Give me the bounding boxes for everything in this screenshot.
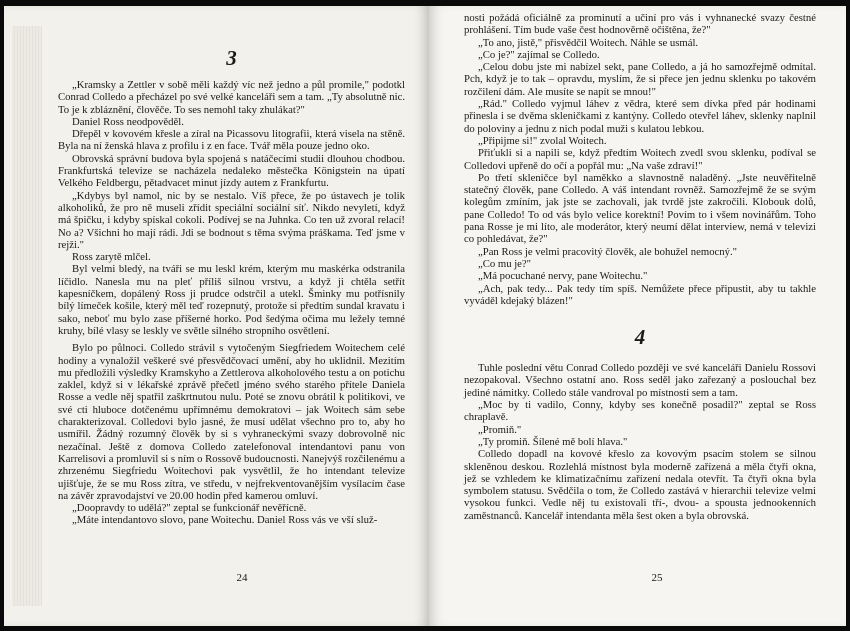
paragraph: „Kramsky a Zettler v sobě měli každý víc než jedno a půl promile," podotkl Conrad Colledo a přecházel po své velké kanceláři sem a tam. „Ty absolutně nic. To je k zbláznění, člověče. To ses nemohl taky zhulákat?" bbox=[58, 79, 405, 116]
paragraph: „To ano, jistě," přisvědčil Woitech. Náhle se usmál. bbox=[478, 36, 699, 49]
paragraph: „Celou dobu jste mi nabízel sekt, pane Colledo, a já ho samozřejmě odmítal. Pch, když je to tak – opravdu, myslím, že si přece jen jednu sklenku po takovém rozčilení dám. Ale musíte se napít se mnou!" bbox=[464, 61, 816, 98]
paragraph: Obrovská správní budova byla spojená s natáčecími studii dlouhou chodbou. Frankfurtská televize se nacházela nedaleko městečka Königstein na úpatí Velkého Feldbergu, pětadvacet minut jízdy autem z Frankfurtu. bbox=[58, 152, 405, 190]
paragraph: „Připijme si!" zvolal Woitech. bbox=[478, 134, 607, 147]
left-page-text bbox=[58, 79, 405, 527]
paragraph: Bylo po půlnoci. Colledo strávil s vytočeným Siegfriedem Woitechem celé hodiny a vynaložil veškeré své přesvědčovací umění, aby ho uklidnil. Mezitím mu předložili výsledky Kramskyho a Zettlerova alkoholového testu a on potichu zaklel, když si v lékařské zprávě přečetl jméno svého starého přítele Daniela Rosse a vedle něj spatřil zaškrtnutou nulu. Poté se znovu obrátil k politikovi, ve své cti hluboce dotčenému upřímnému demokratovi – jak Woitech sám sebe charakterizoval. Colledovi bylo jasné, že musí udělat všechno pro to, aby ho usmířil. Žádný rozumný člověk by si s vyhraneckými svazy dobrovolně nic nezačínal. Ještě z domova Colledo zatelefonoval intendantovi panu von Karrelisovi a promluvil si s ním o Rossově budoucnosti. Nanejvýš rozčilenému a zhrzenému Siegfriedu Woitechovi pak vysvětlil, že ho intendant televize ujišťuje, že se mu Ross zítra, ve středu, v nejfrekventovanějším vysílacím čase na závěr zpravodajství ve 20.00 hodin před kamerou omluví. bbox=[58, 342, 405, 502]
paragraph: Ross zarytě mlčel. bbox=[72, 251, 151, 264]
chapter-number: 4 bbox=[634, 325, 646, 350]
paragraph: „Má pocuchané nervy, pane Woitechu." bbox=[478, 270, 648, 283]
page-edges bbox=[12, 26, 42, 606]
chapter-number: 3 bbox=[226, 46, 237, 70]
paragraph: „Ty promiň. Šílené mě bolí hlava." bbox=[478, 435, 628, 448]
right-page bbox=[429, 6, 846, 626]
paragraph: „Ach, pak tedy... Pak tedy tím spíš. Nemůžete přece připustit, aby tu takhle vyváděl kdejaký blázen!" bbox=[464, 282, 816, 307]
paragraph: „Moc by ti vadilo, Conny, kdyby ses konečně posadil?" zeptal se Ross chraplavě. bbox=[464, 399, 816, 424]
paragraph: Po třetí skleničce byl naměkko a slavnostně naladěný. „Jste neuvěřitelně statečný člověk, pane Colledo. A váš intendant rovněž. Samozřejmě že se svým kolegům zmíním, jak jste se zachovali, jak tvrdě jste zakročili. Klobouk dolů, pane Colledo! To od vás bylo velice korektní! Povím to i všem novinářům. Toho pana Rosse je mi líto, ale moderátor, který neumí dělat interview, nemá v televizi co pohledávat, že?" bbox=[464, 171, 816, 246]
page-number: 25 bbox=[651, 572, 663, 584]
paragraph: „Co je?" zajímal se Colledo. bbox=[478, 48, 600, 61]
paragraph: „Co mu je?" bbox=[478, 257, 532, 270]
paragraph: Přiťukli si a napili se, když předtím Woitech zvedl svou sklenku, podíval se Colledovi upřeně do očí a popřál mu: „Na vaše zdraví!" bbox=[464, 147, 816, 172]
paragraph: Byl velmi bledý, na tváři se mu leskl krém, kterým mu maskérka odstranila líčidlo. Nanesla mu na pleť příliš silnou vrstvu, a když ji chtěla setřít kapesníčkem, dopálený Ross ji prudce odstrčil a utekl. Šminky mu potřísnily bílý límeček košile, který měl teď rozepnutý, protože si předtím sundal kravatu i sako, neboť mu bylo zase příšerné horko. Pod šedýma očima mu ležely temné kruhy, bílé vlasy se leskly ve světle silného stropního osvětlení. bbox=[58, 263, 405, 337]
paragraph: „Máte intendantovo slovo, pane Woitechu. Daniel Ross vás ve vší služ- bbox=[72, 514, 378, 527]
paragraph: nosti požádá oficiálně za prominutí a učiní pro vás i vyhnanecké svazy čestné prohlášení. Tím bude vaše čest hodnověrně očištěna, že?" bbox=[464, 12, 816, 37]
paragraph: Tuhle poslední větu Conrad Colledo později ve své kanceláři Danielu Rossovi nezopakoval. Všechno ostatní ano. Ross seděl jako zařezaný a poslouchal bez jediné námitky. Colledo stále vandroval po místnosti sem a tam. bbox=[464, 362, 816, 399]
paragraph: „Rád." Colledo vyjmul láhev z vědra, které sem dívka před pár hodinami přinesla i se dvěma skleničkami z kantýny. Colledo otevřel láhev, sklenky naplnil do poloviny a jednu z nich podal muži s kulatou lebkou. bbox=[464, 98, 816, 135]
paragraph: „Doopravdy to udělá?" zeptal se funkcionář nevěřícně. bbox=[72, 502, 307, 515]
right-page-text-top bbox=[464, 12, 816, 307]
left-page bbox=[4, 6, 429, 626]
page-number: 24 bbox=[236, 572, 248, 584]
paragraph: „Promiň." bbox=[478, 423, 522, 436]
paragraph: Dřepěl v kovovém křesle a zíral na Picassovu litografii, která visela na stěně. Byla na ní ženská hlava z profilu i z en face. Tvář měla pouze jedno oko. bbox=[58, 128, 405, 153]
right-page-text-bottom bbox=[464, 362, 816, 522]
paragraph: Daniel Ross neodpověděl. bbox=[72, 115, 184, 128]
paragraph: „Pan Ross je velmi pracovitý člověk, ale bohužel nemocný." bbox=[478, 245, 738, 258]
paragraph: Colledo dopadl na kovové křeslo za kovovým psacím stolem se silnou skleněnou deskou. Rozlehlá místnost byla moderně zařízená a měla čtyři okna, jež se vzhledem ke klimatizačnímu zařízení nedala otevřít. Ta čtyři okna byla symbolem statusu. Svědčila o tom, že Colledo zastává v hierarchii televize velmi vysokou funkci. Vedle něj tu existovali tří-, dvou- a spousta jednookenních zaměstnanců. Kancelář intendanta měla šest oken a byla obrovská. bbox=[464, 448, 816, 522]
book-spread bbox=[4, 6, 846, 626]
paragraph: „Kdybys byl namol, nic by se nestalo. Víš přece, že po ústavech je tolik alkoholiků, že pro ně museli zřídit speciální sociální síť. Nikdo nevyletí, když má špičku, i kdyby spískal cokoli. Podívej se na Juhnka. Co ten už zvoral relací! No a? Všichni ho mají rádi. Jdi se bodnout s těma svýma práškama. Teď jsme v rejži." bbox=[58, 189, 405, 251]
